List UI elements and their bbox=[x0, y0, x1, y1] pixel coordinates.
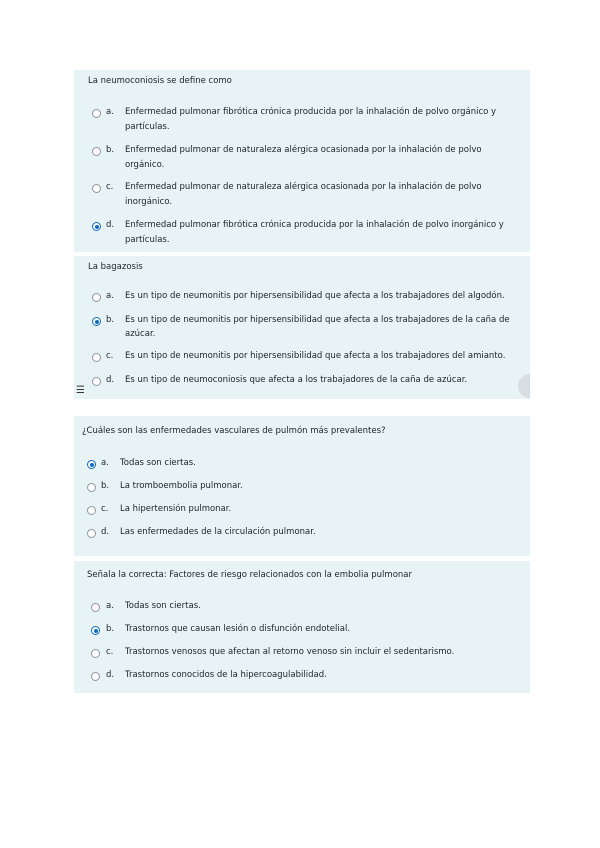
option-letter: a. bbox=[101, 458, 109, 468]
option-text: Todas son ciertas. bbox=[120, 458, 196, 468]
radio-unchecked-icon[interactable] bbox=[92, 377, 101, 386]
question-text: La neumoconiosis se define como bbox=[88, 76, 232, 86]
option-text: La tromboembolia pulmonar. bbox=[120, 481, 243, 491]
option-letter: a. bbox=[106, 291, 114, 301]
option-text: Enfermedad pulmonar fibrótica crónica producida por la inhalación de polvo orgánico y bbox=[125, 107, 497, 117]
option-letter: a. bbox=[106, 601, 114, 611]
question-text: Señala la correcta: Factores de riesgo relacionados con la embolia pulmonar bbox=[87, 570, 412, 580]
option-text: Enfermedad pulmonar de naturaleza alérgica ocasionada por la inhalación de polvo bbox=[125, 182, 482, 192]
option-text: Es un tipo de neumoconiosis que afecta a los trabajadores de la caña de azúcar. bbox=[125, 375, 468, 385]
option-text-continued: orgánico. bbox=[125, 160, 165, 170]
list-icon[interactable]: ☰ bbox=[76, 385, 85, 396]
option-text: Trastornos conocidos de la hipercoagulabilidad. bbox=[125, 670, 327, 680]
radio-unchecked-icon[interactable] bbox=[92, 293, 101, 302]
option-letter: b. bbox=[101, 481, 110, 491]
radio-checked-icon[interactable] bbox=[92, 222, 101, 231]
option-letter: c. bbox=[101, 504, 109, 514]
radio-checked-icon[interactable] bbox=[92, 317, 101, 326]
question-text: La bagazosis bbox=[88, 262, 143, 272]
option-letter: d. bbox=[106, 220, 115, 230]
option-text: La hipertensión pulmonar. bbox=[120, 504, 232, 514]
option-text: Trastornos venosos que afectan al retorno venoso sin incluir el sedentarismo. bbox=[125, 647, 455, 657]
radio-unchecked-icon[interactable] bbox=[92, 109, 101, 118]
option-letter: a. bbox=[106, 107, 114, 117]
option-letter: d. bbox=[106, 375, 115, 385]
radio-unchecked-icon[interactable] bbox=[87, 529, 96, 538]
radio-unchecked-icon[interactable] bbox=[91, 672, 100, 681]
radio-unchecked-icon[interactable] bbox=[92, 184, 101, 193]
option-text: Enfermedad pulmonar de naturaleza alérgica ocasionada por la inhalación de polvo bbox=[125, 145, 482, 155]
option-letter: c. bbox=[106, 647, 114, 657]
option-text-continued: azúcar. bbox=[125, 329, 156, 339]
option-text-continued: partículas. bbox=[125, 235, 170, 245]
option-text: Trastornos que causan lesión o disfunción endotelial. bbox=[125, 624, 351, 634]
option-text-continued: partículas. bbox=[125, 122, 170, 132]
option-text-continued: inorgánico. bbox=[125, 197, 173, 207]
question-text: ¿Cuáles son las enfermedades vasculares de pulmón más prevalentes? bbox=[82, 426, 386, 436]
option-letter: c. bbox=[106, 351, 114, 361]
option-text: Es un tipo de neumonitis por hipersensibilidad que afecta a los trabajadores de la caña de bbox=[125, 315, 510, 325]
option-text: Las enfermedades de la circulación pulmonar. bbox=[120, 527, 316, 537]
option-letter: b. bbox=[106, 624, 115, 634]
option-text: Todas son ciertas. bbox=[125, 601, 201, 611]
option-letter: b. bbox=[106, 145, 115, 155]
radio-unchecked-icon[interactable] bbox=[91, 649, 100, 658]
radio-unchecked-icon[interactable] bbox=[92, 147, 101, 156]
radio-unchecked-icon[interactable] bbox=[92, 353, 101, 362]
radio-unchecked-icon[interactable] bbox=[91, 603, 100, 612]
radio-unchecked-icon[interactable] bbox=[87, 483, 96, 492]
option-letter: c. bbox=[106, 182, 114, 192]
radio-checked-icon[interactable] bbox=[87, 460, 96, 469]
radio-checked-icon[interactable] bbox=[91, 626, 100, 635]
radio-unchecked-icon[interactable] bbox=[87, 506, 96, 515]
option-letter: d. bbox=[101, 527, 110, 537]
option-letter: d. bbox=[106, 670, 115, 680]
option-text: Enfermedad pulmonar fibrótica crónica producida por la inhalación de polvo inorgánico y bbox=[125, 220, 504, 230]
option-text: Es un tipo de neumonitis por hipersensibilidad que afecta a los trabajadores del amianto. bbox=[125, 351, 506, 361]
option-letter: b. bbox=[106, 315, 115, 325]
option-text: Es un tipo de neumonitis por hipersensibilidad que afecta a los trabajadores del algodón. bbox=[125, 291, 505, 301]
